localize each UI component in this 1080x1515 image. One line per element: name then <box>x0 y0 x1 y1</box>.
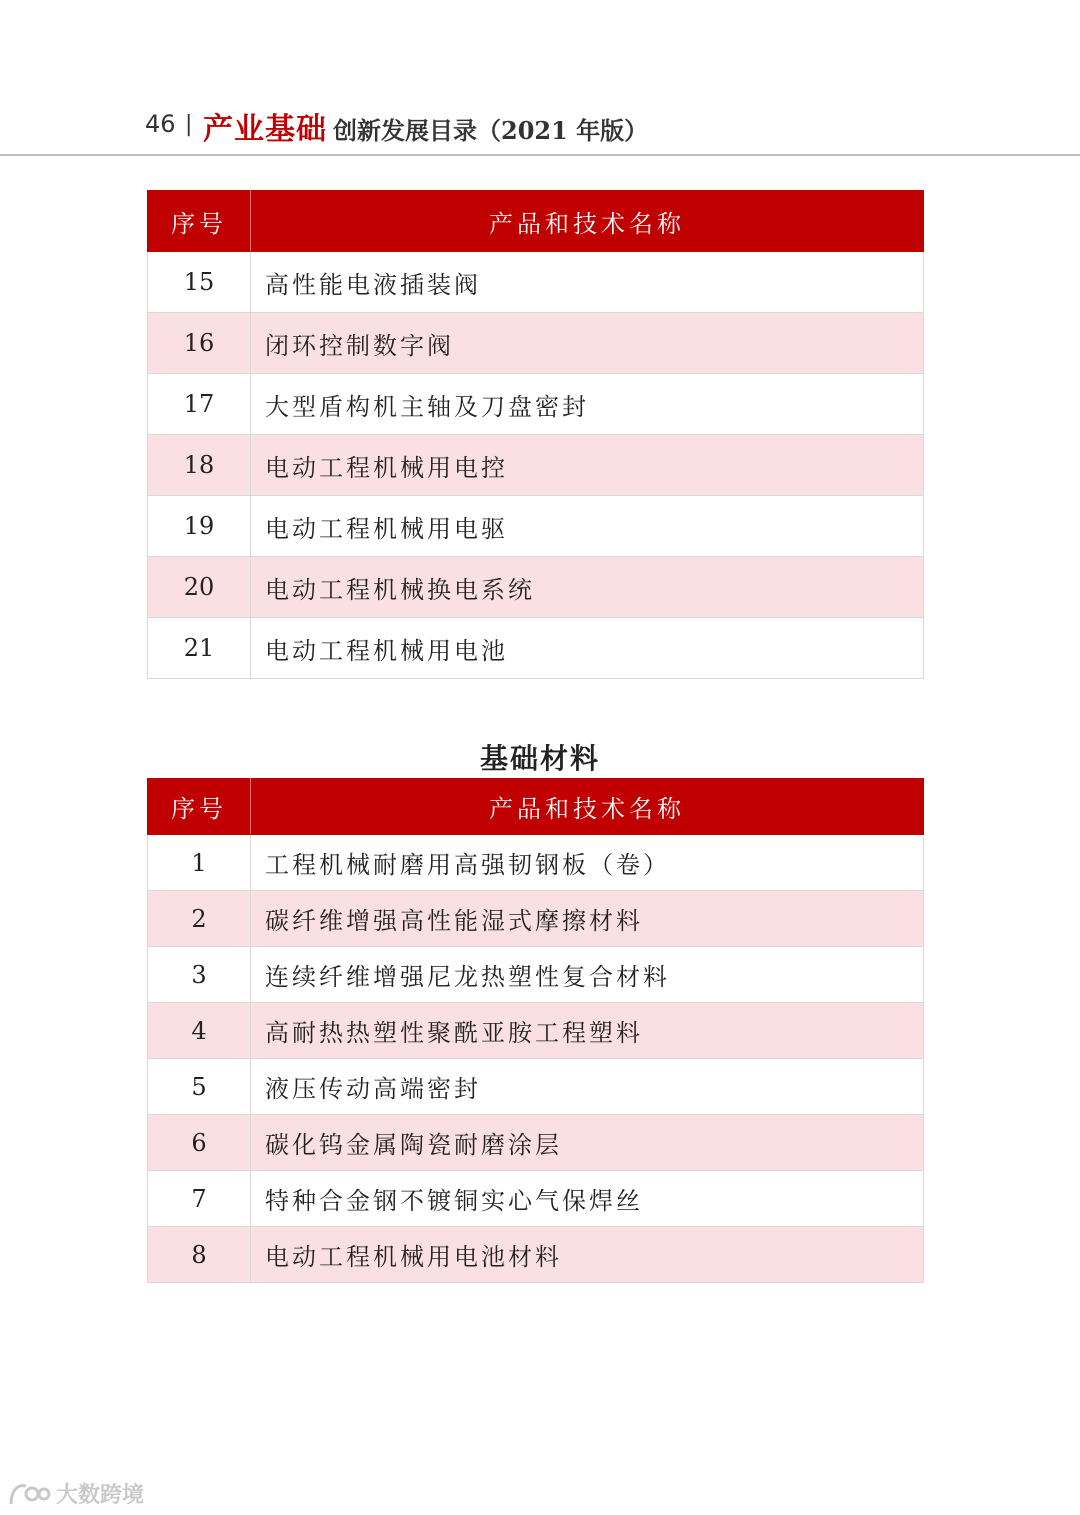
header-title-rest: 创新发展目录（2021 年版） <box>333 116 649 145</box>
column-header-name: 产品和技术名称 <box>251 191 924 252</box>
row-number: 15 <box>148 252 251 313</box>
row-name: 碳纤维增强高性能湿式摩擦材料 <box>251 891 924 947</box>
table-row <box>148 1227 924 1283</box>
table-row <box>148 947 924 1003</box>
row-name: 高耐热热塑性聚酰亚胺工程塑料 <box>251 1003 924 1059</box>
row-number: 21 <box>148 618 251 679</box>
row-name: 电动工程机械换电系统 <box>251 557 924 618</box>
table-row <box>148 557 924 618</box>
row-name: 闭环控制数字阀 <box>251 313 924 374</box>
row-number: 4 <box>148 1003 251 1059</box>
header-title-highlight: 产业基础 <box>203 112 327 147</box>
table-row <box>148 435 924 496</box>
table-row <box>148 1115 924 1171</box>
watermark <box>8 1478 144 1509</box>
row-number: 20 <box>148 557 251 618</box>
column-header-number: 序号 <box>148 779 251 835</box>
section-title: 基础材料 <box>479 742 600 775</box>
row-name: 高性能电液插装阀 <box>251 252 924 313</box>
row-name: 碳化钨金属陶瓷耐磨涂层 <box>251 1115 924 1171</box>
row-number: 19 <box>148 496 251 557</box>
row-name: 电动工程机械用电控 <box>251 435 924 496</box>
row-number: 1 <box>148 835 251 891</box>
row-name: 电动工程机械用电池 <box>251 618 924 679</box>
row-number: 5 <box>148 1059 251 1115</box>
table-row <box>148 618 924 679</box>
table-row <box>148 374 924 435</box>
row-number: 7 <box>148 1171 251 1227</box>
table-row <box>148 313 924 374</box>
product-table-2 <box>147 778 924 1283</box>
row-name: 大型盾构机主轴及刀盘密封 <box>251 374 924 435</box>
page-number: 46 <box>145 110 176 138</box>
table-row <box>148 835 924 891</box>
header-divider <box>0 154 1080 156</box>
column-header-number: 序号 <box>148 191 251 252</box>
table-header-row <box>148 779 924 835</box>
product-table-1 <box>147 190 924 679</box>
row-number: 18 <box>148 435 251 496</box>
row-number: 6 <box>148 1115 251 1171</box>
row-number: 17 <box>148 374 251 435</box>
header-separator: | <box>185 112 193 137</box>
table-header-row <box>148 191 924 252</box>
row-name: 电动工程机械用电池材料 <box>251 1227 924 1283</box>
row-name: 连续纤维增强尼龙热塑性复合材料 <box>251 947 924 1003</box>
row-name: 工程机械耐磨用高强韧钢板（卷） <box>251 835 924 891</box>
table-row <box>148 891 924 947</box>
row-number: 8 <box>148 1227 251 1283</box>
row-name: 特种合金钢不镀铜实心气保焊丝 <box>251 1171 924 1227</box>
table-row <box>148 1059 924 1115</box>
table-row <box>148 496 924 557</box>
table-row <box>148 252 924 313</box>
row-name: 液压传动高端密封 <box>251 1059 924 1115</box>
row-number: 2 <box>148 891 251 947</box>
table-row <box>148 1003 924 1059</box>
row-name: 电动工程机械用电驱 <box>251 496 924 557</box>
table-row <box>148 1171 924 1227</box>
row-number: 16 <box>148 313 251 374</box>
page-header <box>0 0 1080 156</box>
row-number: 3 <box>148 947 251 1003</box>
column-header-name: 产品和技术名称 <box>251 779 924 835</box>
watermark-text: 大数跨境 <box>56 1483 145 1508</box>
watermark-logo-icon <box>8 1480 52 1508</box>
